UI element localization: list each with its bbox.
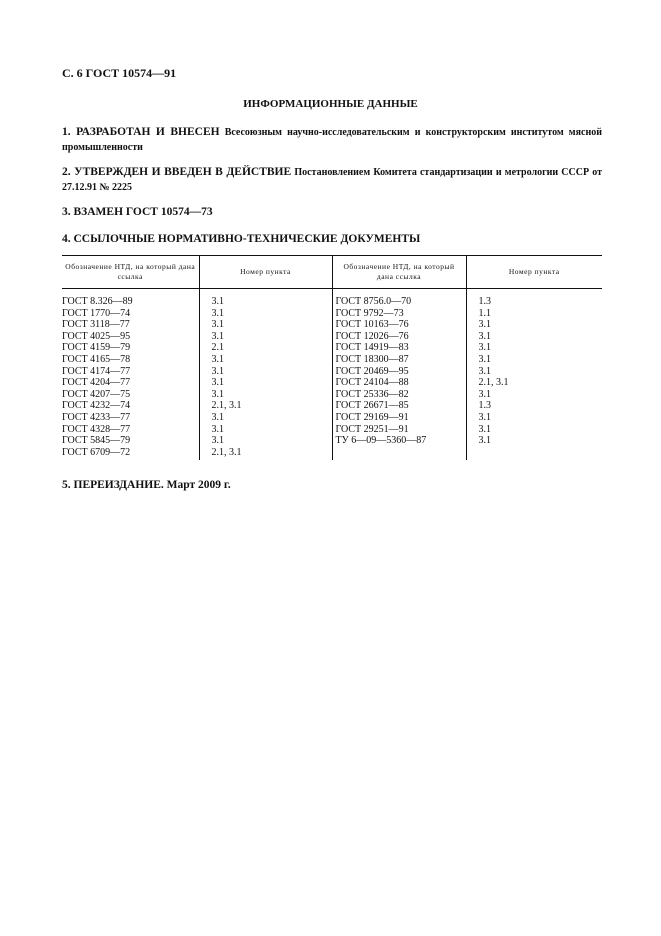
item-approved-lead: 2. УТВЕРЖДЕН И ВВЕДЕН В ДЕЙСТВИЕ: [62, 166, 292, 178]
table-cell: ГОСТ 12026—76: [335, 330, 409, 342]
table-cell: 1.3: [478, 400, 491, 412]
table-cell: ГОСТ 18300—87: [335, 353, 409, 365]
item-approved: [62, 165, 602, 195]
table-cell: ГОСТ 4204—77: [62, 377, 131, 389]
item-approved-text: Постановлением Комитета стандартизации и метрологии СССР от 27.12.91 № 2225: [62, 167, 602, 193]
table-cell: ГОСТ 14919—83: [335, 342, 409, 354]
section-title: ИНФОРМАЦИОННЫЕ ДАННЫЕ: [243, 98, 418, 110]
table-cell: 3.1: [211, 330, 224, 342]
item-developed-text: Всесоюзным научно-исследовательским и конструкторским институтом мясной промышленности: [62, 127, 602, 153]
references-table: [62, 255, 602, 460]
table-cell: ГОСТ 9792—73: [335, 307, 404, 319]
table-cell: ГОСТ 4025—95: [62, 330, 131, 342]
left-docs-column: [62, 296, 199, 460]
table-cell: ТУ 6—09—5360—87: [335, 435, 427, 447]
table-body-row: [62, 296, 602, 460]
header-point-left: Номер пункта: [199, 256, 332, 289]
table-cell: 2.1, 3.1: [211, 400, 242, 412]
table-cell: ГОСТ 24104—88: [335, 377, 409, 389]
table-cell: 2.1, 3.1: [211, 446, 242, 458]
left-points-column: [199, 296, 332, 460]
table-cell: ГОСТ 29169—91: [335, 411, 409, 423]
header-point-right: Номер пункта: [466, 256, 602, 289]
table-cell: 3.1: [478, 435, 491, 447]
table-cell: 3.1: [211, 353, 224, 365]
right-docs-column: [332, 296, 466, 460]
table-cell: 3.1: [478, 342, 491, 354]
table-cell: 3.1: [211, 423, 224, 435]
item-developed-lead: 1. РАЗРАБОТАН И ВНЕСЕН: [62, 126, 220, 138]
table-cell: 3.1: [211, 307, 224, 319]
table-cell: ГОСТ 3118—77: [62, 319, 130, 331]
table-cell: ГОСТ 4232—74: [62, 400, 131, 412]
table-cell: ГОСТ 25336—82: [335, 388, 409, 400]
table-cell: 3.1: [478, 365, 491, 377]
table-cell: 3.1: [211, 319, 224, 331]
page-header: С. 6 ГОСТ 10574—91: [62, 66, 177, 80]
table-cell: ГОСТ 4328—77: [62, 423, 131, 435]
header-doc-left: Обозначение НТД, на который дана ссылка: [62, 256, 199, 289]
table-cell: 3.1: [478, 423, 491, 435]
right-points-column: [466, 296, 602, 460]
item-references-lead: 4. ССЫЛОЧНЫЕ НОРМАТИВНО-ТЕХНИЧЕСКИЕ ДОКУМЕНТЫ: [62, 233, 421, 245]
table-cell: ГОСТ 26671—85: [335, 400, 409, 412]
item-replaces: [62, 205, 602, 220]
table-cell: 3.1: [211, 435, 224, 447]
table-cell: 3.1: [211, 411, 224, 423]
table-header-row: [62, 256, 602, 289]
table-cell: ГОСТ 10163—76: [335, 319, 409, 331]
header-doc-right: Обозначение НТД, на который дана ссылка: [332, 256, 466, 289]
references-table-wrap: [62, 255, 602, 460]
table-cell: 3.1: [211, 365, 224, 377]
table-cell: 3.1: [478, 411, 491, 423]
table-spacer-row: [62, 289, 602, 297]
table-cell: 1.1: [478, 307, 491, 319]
table-cell: ГОСТ 8.326—89: [62, 296, 133, 307]
table-cell: ГОСТ 4207—75: [62, 388, 131, 400]
table-cell: ГОСТ 4233—77: [62, 411, 131, 423]
table-cell: ГОСТ 6709—72: [62, 446, 131, 458]
table-cell: 3.1: [211, 388, 224, 400]
item-references: [62, 232, 602, 247]
table-cell: 3.1: [478, 319, 491, 331]
table-cell: ГОСТ 5845—79: [62, 435, 131, 447]
table-cell: ГОСТ 20469—95: [335, 365, 409, 377]
item-reissue: [62, 478, 602, 493]
item-developed: [62, 125, 602, 155]
table-cell: ГОСТ 8756.0—70: [335, 296, 412, 307]
table-cell: ГОСТ 1770—74: [62, 307, 131, 319]
table-cell: 1.3: [478, 296, 491, 307]
table-cell: ГОСТ 4165—78: [62, 353, 131, 365]
table-cell: 3.1: [211, 377, 224, 389]
table-cell: 3.1: [211, 296, 224, 307]
table-cell: 3.1: [478, 388, 491, 400]
item-replaces-lead: 3. ВЗАМЕН ГОСТ 10574—73: [62, 206, 213, 218]
table-cell: ГОСТ 4174—77: [62, 365, 131, 377]
table-cell: ГОСТ 29251—91: [335, 423, 409, 435]
item-reissue-lead: 5. ПЕРЕИЗДАНИЕ. Март 2009 г.: [62, 479, 231, 491]
table-cell: 2.1, 3.1: [478, 377, 509, 389]
table-cell: 2.1: [211, 342, 224, 354]
table-cell: 3.1: [478, 353, 491, 365]
table-cell: 3.1: [478, 330, 491, 342]
table-cell: ГОСТ 4159—79: [62, 342, 131, 354]
